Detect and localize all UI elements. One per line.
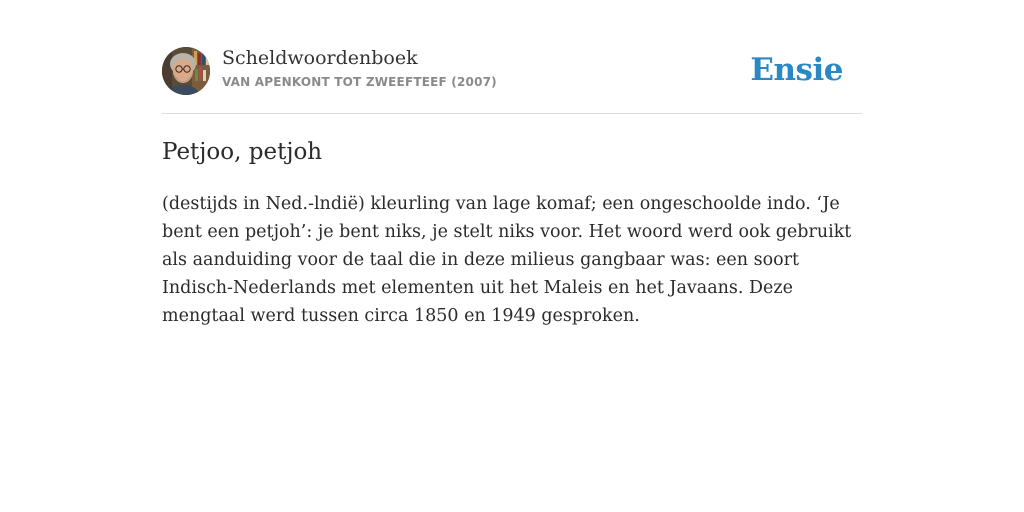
source-subtitle: VAN APENKONT TOT ZWEEFTEEF (2007) <box>222 75 497 89</box>
author-portrait-icon <box>162 47 210 95</box>
entry-card <box>162 46 862 326</box>
author-avatar[interactable] <box>162 47 210 95</box>
source-header <box>162 46 862 96</box>
ensie-logo[interactable]: Ensie <box>750 52 843 88</box>
entry-title: Petjoo, petjoh <box>162 139 323 165</box>
source-title[interactable]: Scheldwoordenboek <box>222 47 418 69</box>
header-divider <box>162 113 862 114</box>
entry-definition: (destijds in Ned.-lndië) kleurling van lage komaf; een ongeschoolde indo. ‘Je bent een petjoh’: je bent niks, je stelt niks voor. Het woord werd ook gebruikt als aanduiding voor de taal die in deze milieus gangbaar was: een soort Indisch-Nederlands met elementen uit het Maleis en het Javaans. Deze mengtaal werd tussen circa 1850 en 1949 gesproken. <box>162 194 852 326</box>
